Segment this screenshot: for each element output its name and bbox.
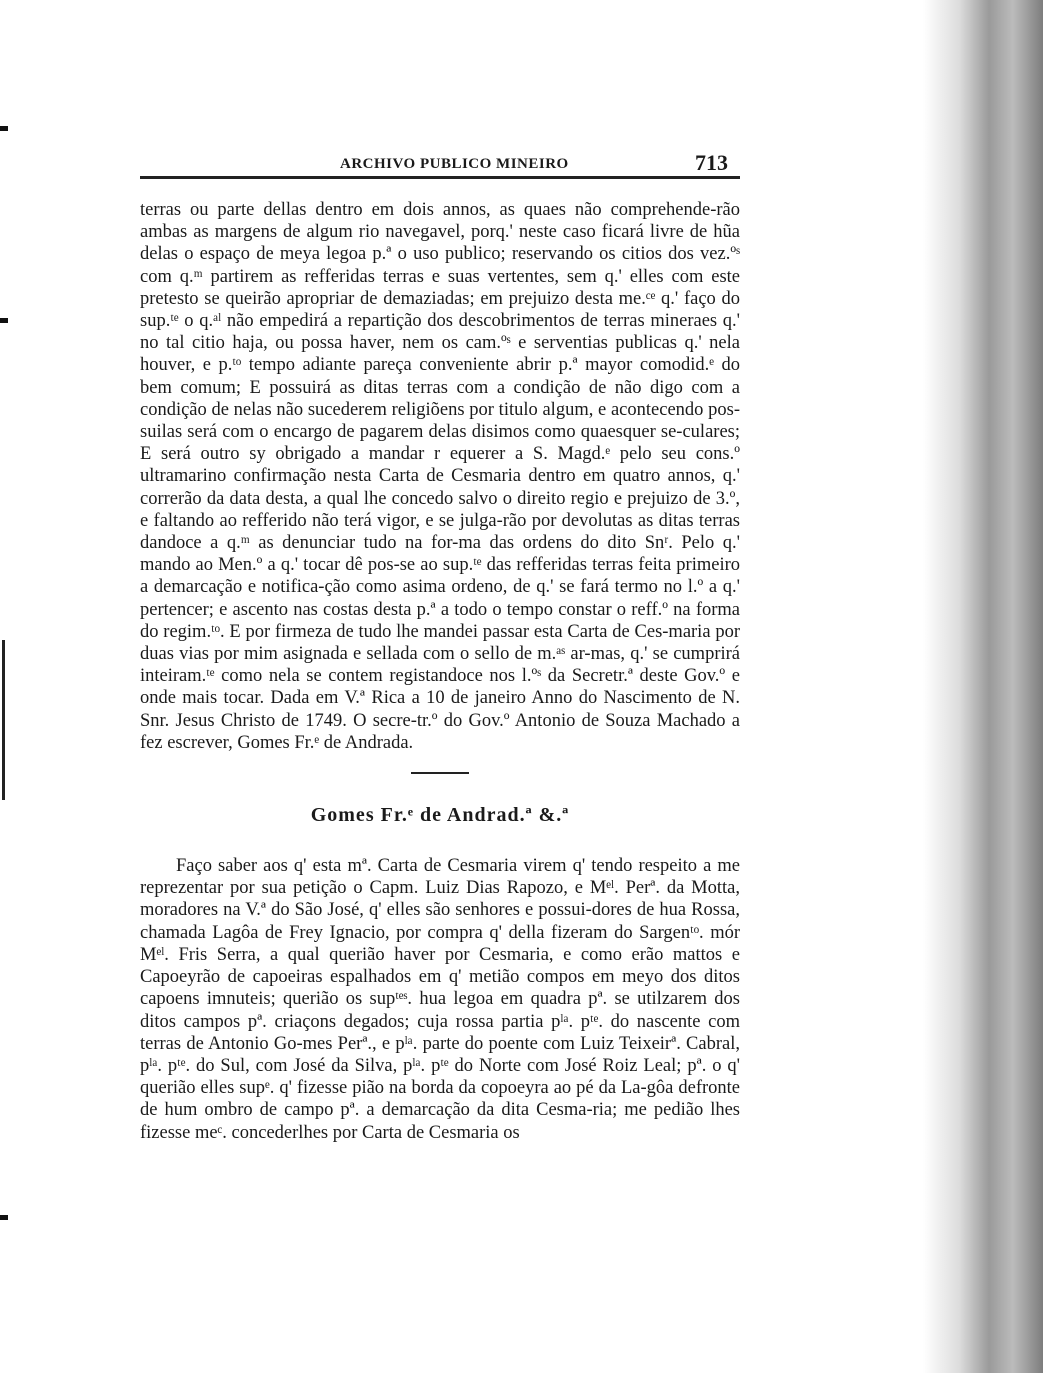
scan-mark <box>0 318 8 323</box>
scan-mark <box>0 1215 8 1220</box>
scan-left-margin <box>0 0 8 1373</box>
scan-right-edge <box>923 0 1043 1373</box>
page-number: 713 <box>695 150 728 175</box>
body-paragraph: Faço saber aos q' esta mª. Carta de Cesmaria virem q' tendo respeito a me reprezentar por sua petição o Capm. Luiz Dias Rapozo, e Mᵉˡ. Perª. da Motta, moradores na V.ª do São José, q' elles são senhores e possui-dores de hua Rossa, chamada Lagôa de Frey Ignacio, por compra q' della fizeram do Sargenᵗᵒ. mór Mᵉˡ. Fris Serra, a qual querião haver por Cesmaria, e como erão mattos e Capoeyrão de capoeiras espalhados em q' metião compos em meyo dos ditos capoens imnuteis; querião os supᵗᵉˢ. hua legoa em quadra pª. se utilzarem dos ditos campos pª. criaçons degados; cuja rossa partia pˡᵃ. pᵗᵉ. do nascente com terras de Antonio Go-mes Perª., e pˡᵃ. parte do poente com Luiz Teixeirª. Cabral, pˡᵃ. pᵗᵉ. do Sul, com José da Silva, pˡᵃ. pᵗᵉ do Norte com José Roiz Leal; pª. o q' querião elles supᵉ. q' fizesse pião na borda da copoeyra ao pé da La-gôa defronte de hum ombro de campo pª. a demarcação da dita Cesma-ria; me pedião lhes fizesse meᶜ. concederlhes por Carta de Cesmaria os <box>140 856 740 1143</box>
section-divider <box>411 772 469 774</box>
running-header <box>140 140 740 179</box>
body-paragraph: terras ou parte dellas dentro em dois annos, as quaes não comprehende-rão ambas as margens de algum rio navegavel, porq.' neste caso ficará livre de hũa delas o espaço de meya legoa p.ª o uso publico; reservando os citios dos vez.ºˢ com q.ᵐ partirem as refferidas terras e suas vertentes, sem q.' elles com este pretesto se queirão apropriar de demaziadas; em prejuizo desta me.ᶜᵉ q.' faço do sup.ᵗᵉ o q.ᵃˡ não empedirá a repartição dos descobrimentos de terras mineraes q.' no tal citio haja, ou possa haver, nem os cam.ºˢ e serventias publicas q.' nela houver, e p.ᵗᵒ tempo adiante pareça conveniente abrir p.ª mayor comodid.ᵉ do bem comum; E possuirá as ditas terras com a condição de não digo com a condição de nelas não sucederem religiõens por titulo algum, e acontecendo pos-suilas será com o encargo de pagarem delas disimos como quaesquer se-culares; E será outro sy obrigado a mandar r equerer a S. Magd.ᵉ pelo seu cons.º ultramarino confirmação nesta Carta de Cesmaria dentro em quatro annos, q.' correrão da data desta, a qual lhe concedo salvo o direito regio e prejuizo de 3.º, e faltando ao refferido não terá vigor, e se julga-rão por devolutas as ditas terras dandoce a q.ᵐ as denunciar tudo na for-ma das ordens do dito Snʳ. Pelo q.' mando ao Men.º a q.' tocar dê pos-se ao sup.ᵗᵉ das refferidas terras feita primeiro a demarcação e notifica-ção como asima ordeno, de q.' se fará termo no l.º a q.' pertencer; e ascento nas costas desta p.ª a todo o tempo constar o reff.º na forma do regim.ᵗᵒ. E por firmeza de tudo lhe mandei passar esta Carta de Ces-maria por duas vias por mim asignada e sellada com o sello de m.ᵃˢ ar-mas, q.' se cumprirá inteiram.ᵗᵉ como nela se contem registandoce nos l.ºˢ da Secretr.ª deste Gov.º e onde mais tocar. Dada em V.ª Rica a 10 de janeiro Anno do Nascimento de N. Snr. Jesus Christo de 1749. O secre-tr.º do Gov.º Antonio de Souza Machado a fez escrever, Gomes Fr.ᵉ de Andrada. <box>140 200 740 753</box>
scan-line <box>2 640 5 800</box>
running-title: ARCHIVO PUBLICO MINEIRO <box>340 156 569 172</box>
book-page <box>140 140 740 1144</box>
section-heading: Gomes Fr.ᵉ de Andrad.ª &.ª <box>310 804 570 827</box>
scan-mark <box>0 126 8 131</box>
